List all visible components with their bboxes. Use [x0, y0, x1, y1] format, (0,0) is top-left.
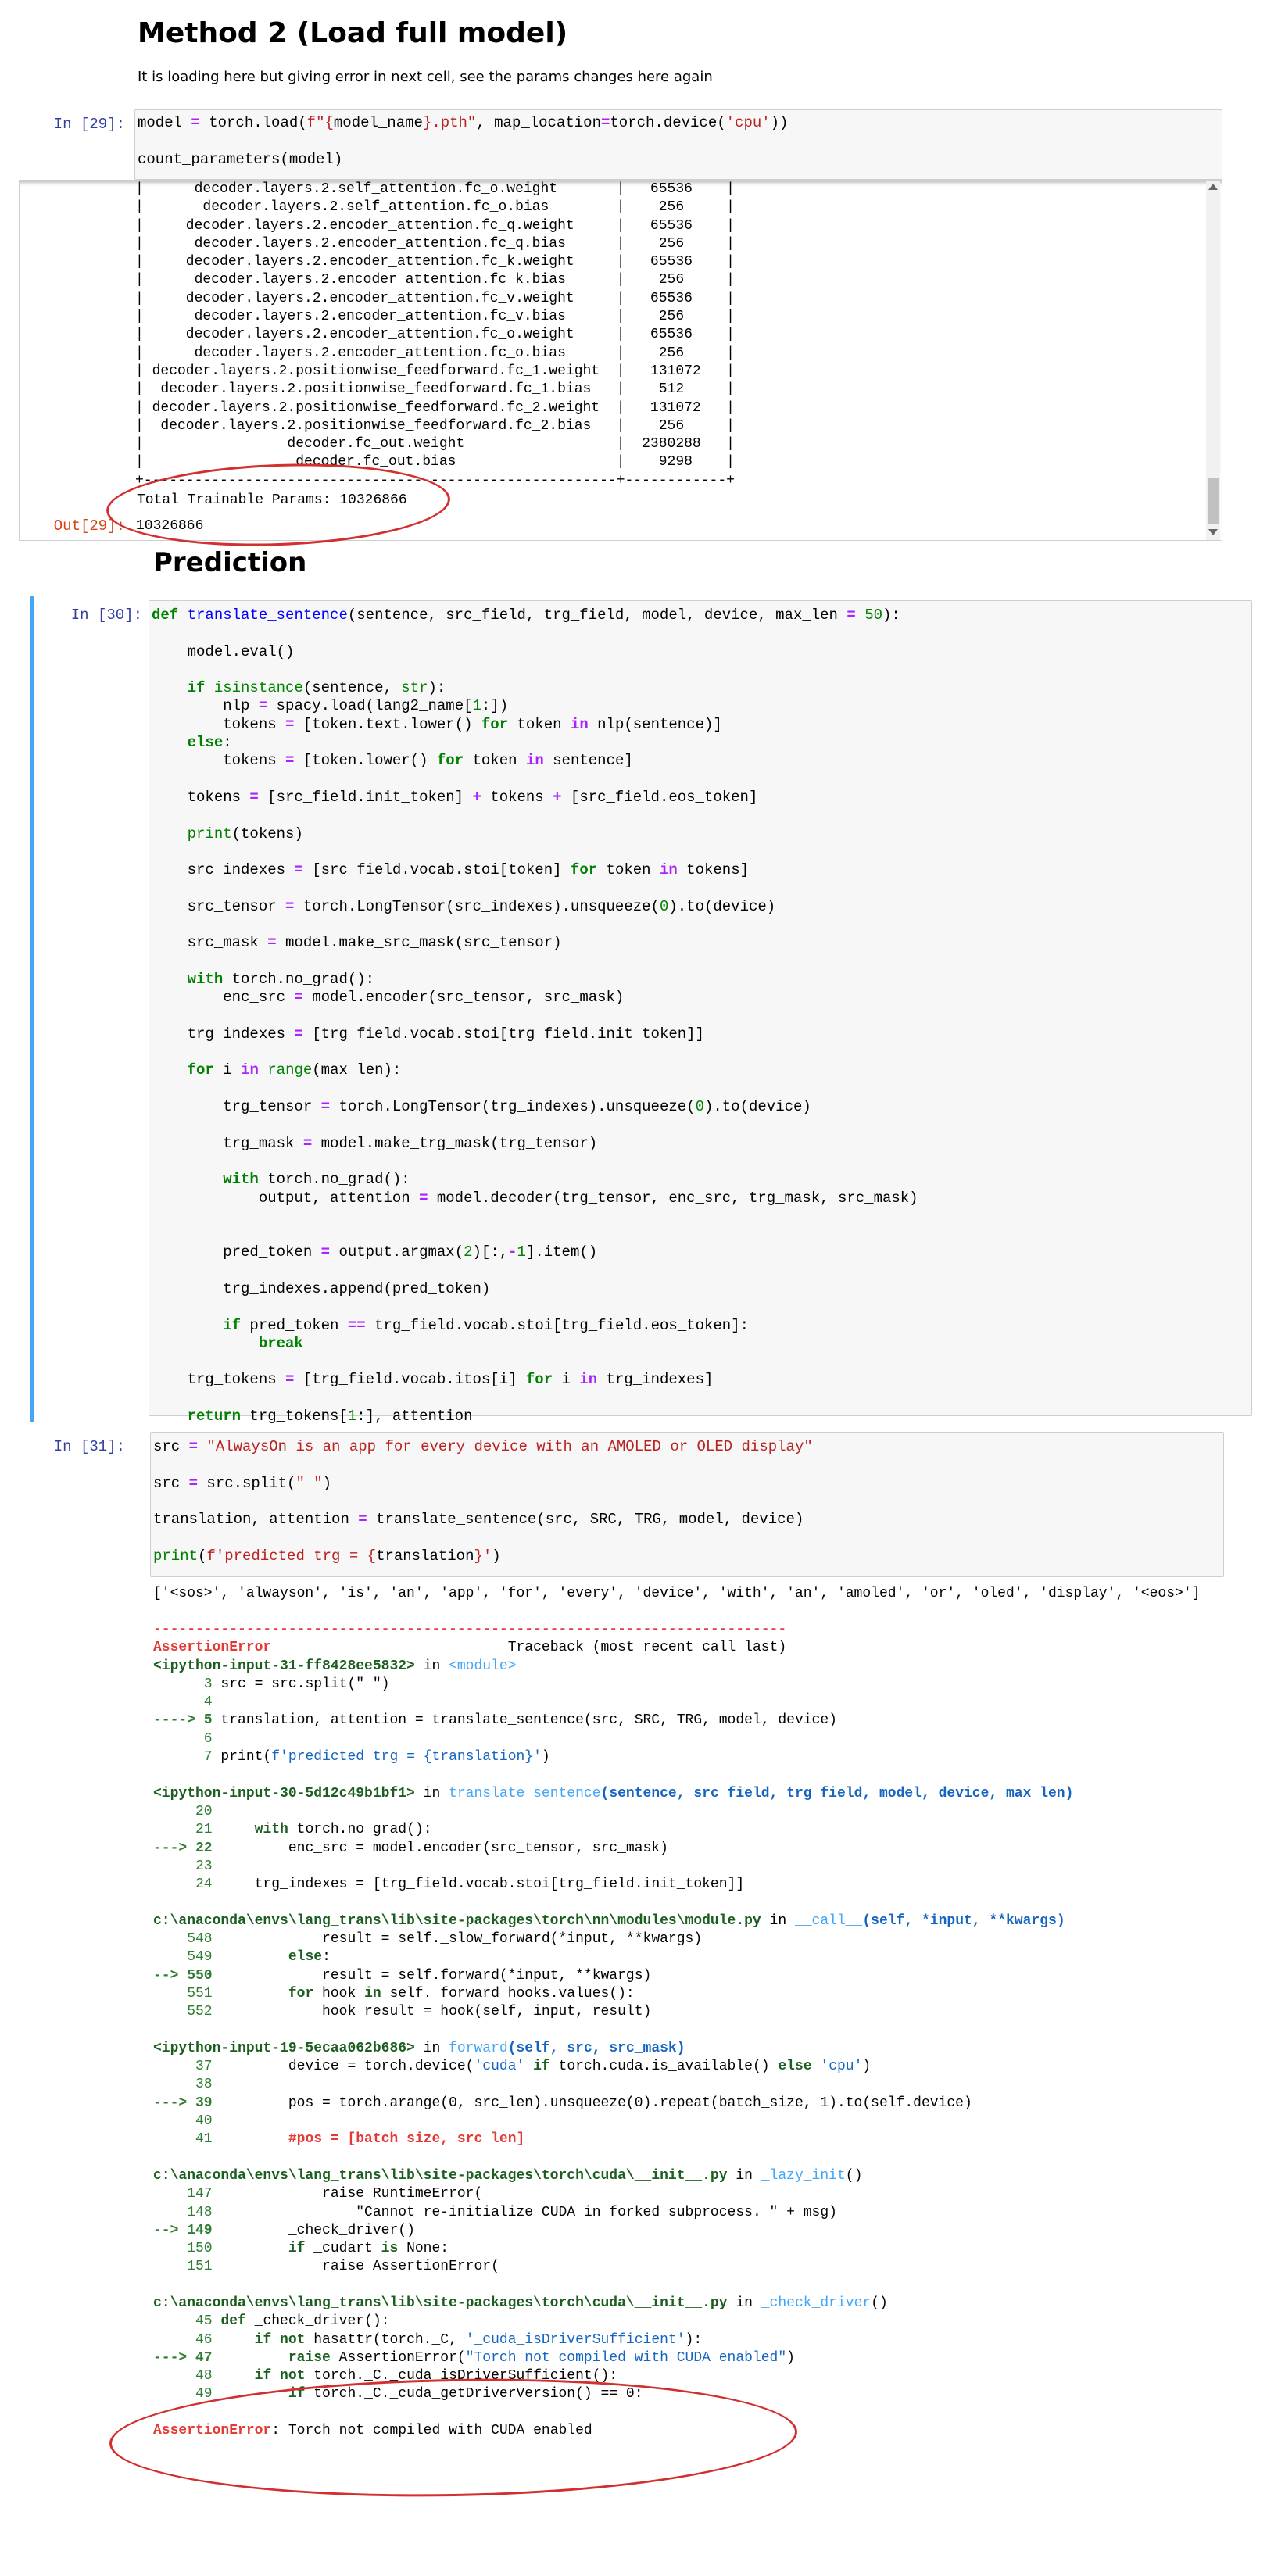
params-table-row: | decoder.layers.2.encoder_attention.fc_q.bias | 256 | [135, 235, 735, 252]
traceback-error-name: AssertionError [153, 1640, 272, 1656]
scroll-up-arrow-icon[interactable] [1208, 184, 1218, 190]
prediction-heading: Prediction [153, 547, 307, 578]
params-table-row: | decoder.layers.2.self_attention.fc_o.weight | 65536 | [135, 181, 735, 197]
scroll-down-arrow-icon[interactable] [1208, 529, 1218, 535]
params-table-row: | decoder.layers.2.positionwise_feedforward.fc_1.bias | 512 | [135, 381, 735, 398]
cell30-in-prompt: In [30]: [70, 606, 142, 624]
cell29-out-value: 10326866 [136, 518, 204, 534]
cell29-code[interactable]: model = torch.load(f"{model_name}.pth", map_location=torch.device('cpu')) count_parameters(model) [138, 114, 789, 168]
params-table-row: | decoder.fc_out.bias | 9298 | [135, 454, 735, 470]
traceback-header: Traceback (most recent call last) [507, 1640, 787, 1656]
cell30-selected-bar [30, 596, 34, 1422]
params-table-row: | decoder.layers.2.encoder_attention.fc_v.bias | 256 | [135, 309, 735, 325]
output-scrollbar-thumb[interactable] [1208, 478, 1219, 524]
params-table-row: | decoder.layers.2.encoder_attention.fc_o.bias | 256 | [135, 345, 735, 361]
final-error-name: AssertionError [153, 2423, 272, 2439]
params-table-row: | decoder.layers.2.encoder_attention.fc_k.weight | 65536 | [135, 254, 735, 270]
params-table [135, 181, 735, 490]
params-table-row: | decoder.layers.2.positionwise_feedforward.fc_2.weight | 131072 | [135, 399, 735, 416]
total-params-line: Total Trainable Params: 10326866 [137, 492, 407, 508]
cell29-out-prompt: Out[29]: [53, 517, 125, 535]
params-table-row: | decoder.layers.2.encoder_attention.fc_o.weight | 65536 | [135, 327, 735, 343]
cell31-stdout: ['<sos>', 'alwayson', 'is', 'an', 'app', 'for', 'every', 'device', 'with', 'an', 'amoled', 'or', 'oled', 'display', '<eos>'] [153, 1586, 1201, 1601]
params-table-row: | decoder.layers.2.encoder_attention.fc_q.weight | 65536 | [135, 217, 735, 234]
params-table-row: | decoder.layers.2.positionwise_feedforward.fc_1.weight | 131072 | [135, 363, 735, 379]
cell31-code[interactable]: src = "AlwaysOn is an app for every device with an AMOLED or OLED display" src = src.split(" ") translation, attention = translate_sentence(src, SRC, TRG, model, device) print(f'predicted trg = {translation}') [153, 1438, 813, 1565]
params-table-row: | decoder.layers.2.positionwise_feedforward.fc_2.bias | 256 | [135, 417, 735, 434]
traceback: --------------------------------------------------------------------------- AssertionError Traceback (most recent call last) <ipython-input-31-ff8428ee5832> in <module> 3 src = src.split(" ") 4 ----> 5 translation, attention = translate_sentence(src, SRC, TRG, model, device) 6 7 print(f'predicted trg = {translation}') <ipython-input-30-5d12c49b1bf1> in translate_sentence(sentence, src_field, trg_field, model, device, max_len) 20 21 with torch.no_grad(): ---> 22 enc_src = model.encoder(src_tensor, src_mask) 23 24 trg_indexes = [trg_field.vocab.stoi[trg_field.init_token]] c:\anaconda\envs\lang_trans\lib\site-packages\torch\nn\modules\module.py in __call__(self, *input, **kwargs) 548 result = self._slow_forward(*input, **kwargs) 549 else: --> 550 result = self.forward(*input, **kwargs) 551 for hook in self._forward_hooks.values(): 552 hook_result = hook(self, input, result) <ipython-input-19-5ecaa062b686> in forward(self, src, src_mask) 37 device = torch.device('cuda' if torch.cuda.is_available() else 'cpu') 38 ---> 39 pos = torch.arange(0, src_len).unsqueeze(0).repeat(batch_size, 1).to(self.device) 40 41 #pos = [batch size, src len] c:\anaconda\envs\lang_trans\lib\site-packages\torch\cuda\__init__.py in _lazy_init() 147 raise RuntimeError( 148 "Cannot re-initialize CUDA in forked subprocess. " + msg) --> 149 _check_driver() 150 if _cudart is None: 151 raise AssertionError( c:\anaconda\envs\lang_trans\lib\site-packages\torch\cuda\__init__.py in _check_driver() 45 def _check_driver(): 46 if not hasattr(torch._C, '_cuda_isDriverSufficient'): ---> 47 raise AssertionError("Torch not compiled with CUDA enabled") 48 if not torch._C._cuda_isDriverSufficient(): 49 if torch._C._cuda_getDriverVersion() == 0: AssertionError: Torch not compiled with CUDA enabled [153, 1622, 1074, 2439]
cell29-in-prompt: In [29]: [53, 116, 125, 133]
method2-heading: Method 2 (Load full model) [138, 17, 568, 49]
params-table-row: | decoder.layers.2.encoder_attention.fc_v.weight | 65536 | [135, 290, 735, 306]
params-table-row: +--------------------------------------------------------+------------+ [135, 472, 735, 488]
cell31-in-prompt: In [31]: [53, 1438, 125, 1455]
final-error-message: : Torch not compiled with CUDA enabled [271, 2423, 592, 2439]
method2-note: It is loading here but giving error in next cell, see the params changes here again [138, 69, 713, 85]
cell29-output-scroll-area[interactable] [19, 180, 1222, 541]
params-table-row: | decoder.layers.2.self_attention.fc_o.bias | 256 | [135, 199, 735, 216]
traceback-separator: --------------------------------------------------------------------------- [153, 1622, 787, 1637]
params-table-row: | decoder.fc_out.weight | 2380288 | [135, 436, 735, 453]
params-table-row: | decoder.layers.2.encoder_attention.fc_k.bias | 256 | [135, 272, 735, 288]
cell30-code[interactable]: def translate_sentence(sentence, src_field, trg_field, model, device, max_len = 50): model.eval() if isinstance(sentence, str): nlp = spacy.load(lang2_name[1:]) tokens = [token.text.lower() for token in nlp(sentence)] else: tokens = [token.lower() for token in sentence] tokens = [src_field.init_token] + tokens + [src_field.eos_token] print(tokens) src_indexes = [src_field.vocab.stoi[token] for token in tokens] src_tensor = torch.LongTensor(src_indexes).unsqueeze(0).to(device) src_mask = model.make_src_mask(src_tensor) with torch.no_grad(): enc_src = model.encoder(src_tensor, src_mask) trg_indexes = [trg_field.vocab.stoi[trg_field.init_token]] for i in range(max_len): trg_tensor = torch.LongTensor(trg_indexes).unsqueeze(0).to(device) trg_mask = model.make_trg_mask(trg_tensor) with torch.no_grad(): output, attention = model.decoder(trg_tensor, enc_src, trg_mask, src_mask) pred_token = output.argmax(2)[:,-1].item() trg_indexes.append(pred_token) if pred_token == trg_field.vocab.stoi[trg_field.eos_token]: break trg_tokens = [trg_field.vocab.itos[i] for i in trg_indexes] return trg_tokens[1:], attention [152, 606, 918, 1426]
